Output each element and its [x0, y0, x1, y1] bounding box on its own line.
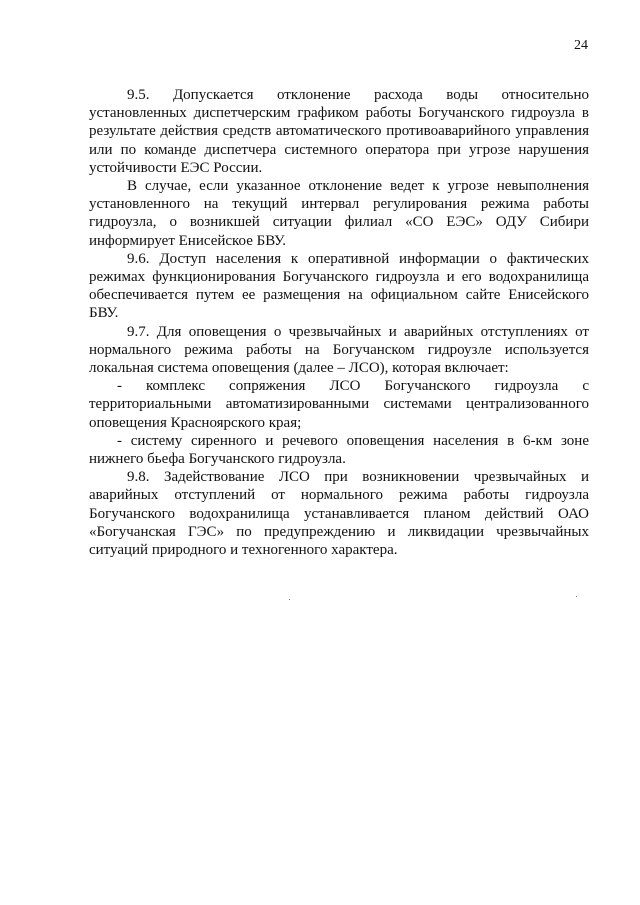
paragraph-9-5: 9.5. Допускается отклонение расхода воды относительно установленных диспетчерским графиком работы Богучанского гидроузла в результате действия средств автоматического противоаварийного управления или по команде диспетчера системного оператора при угрозе нарушения устойчивости ЕЭС России.: [89, 87, 589, 176]
paragraph-9-8: 9.8. Задействование ЛСО при возникновении чрезвычайных и аварийных отступлений от нормального режима работы гидроузла Богучанского водохранилища устанавливается планом действий ОАО «Богучанская ГЭС» по предупреждению и ликвидации чрезвычайных ситуаций природного и техногенного характера.: [89, 469, 589, 559]
paragraph-9-7: 9.7. Для оповещения о чрезвычайных и аварийных отступлениях от нормального режима работы на Богучанском гидроузле используется локальная система оповещения (далее – ЛСО), которая включает:: [89, 323, 589, 377]
scan-speck: [576, 596, 577, 597]
list-item-lso-interface: - комплекс сопряжения ЛСО Богучанского гидроузла с территориальными автоматизированными системами централизованного оповещения Красноярского края;: [89, 378, 589, 431]
document-body: [89, 86, 589, 559]
paragraph-9-6: 9.6. Доступ населения к оперативной информации о фактических режимах функционирования Богучанского гидроузла и его водохранилища обеспечивается путем ее размещения на официальном сайте Енисейского БВУ.: [89, 250, 589, 322]
list-item-siren-system: - систему сиренного и речевого оповещения населения в 6-км зоне нижнего бьефа Богучанского гидроузла.: [89, 432, 589, 468]
page-number: 24: [574, 38, 588, 53]
paragraph-deviation-notice: В случае, если указанное отклонение ведет к угрозе невыполнения установленного на текущий интервал регулирования режима работы гидроузла, о возникшей ситуации филиал «СО ЕЭС» ОДУ Сибири информирует Енисейское БВУ.: [89, 178, 589, 249]
scan-speck: [289, 599, 290, 600]
